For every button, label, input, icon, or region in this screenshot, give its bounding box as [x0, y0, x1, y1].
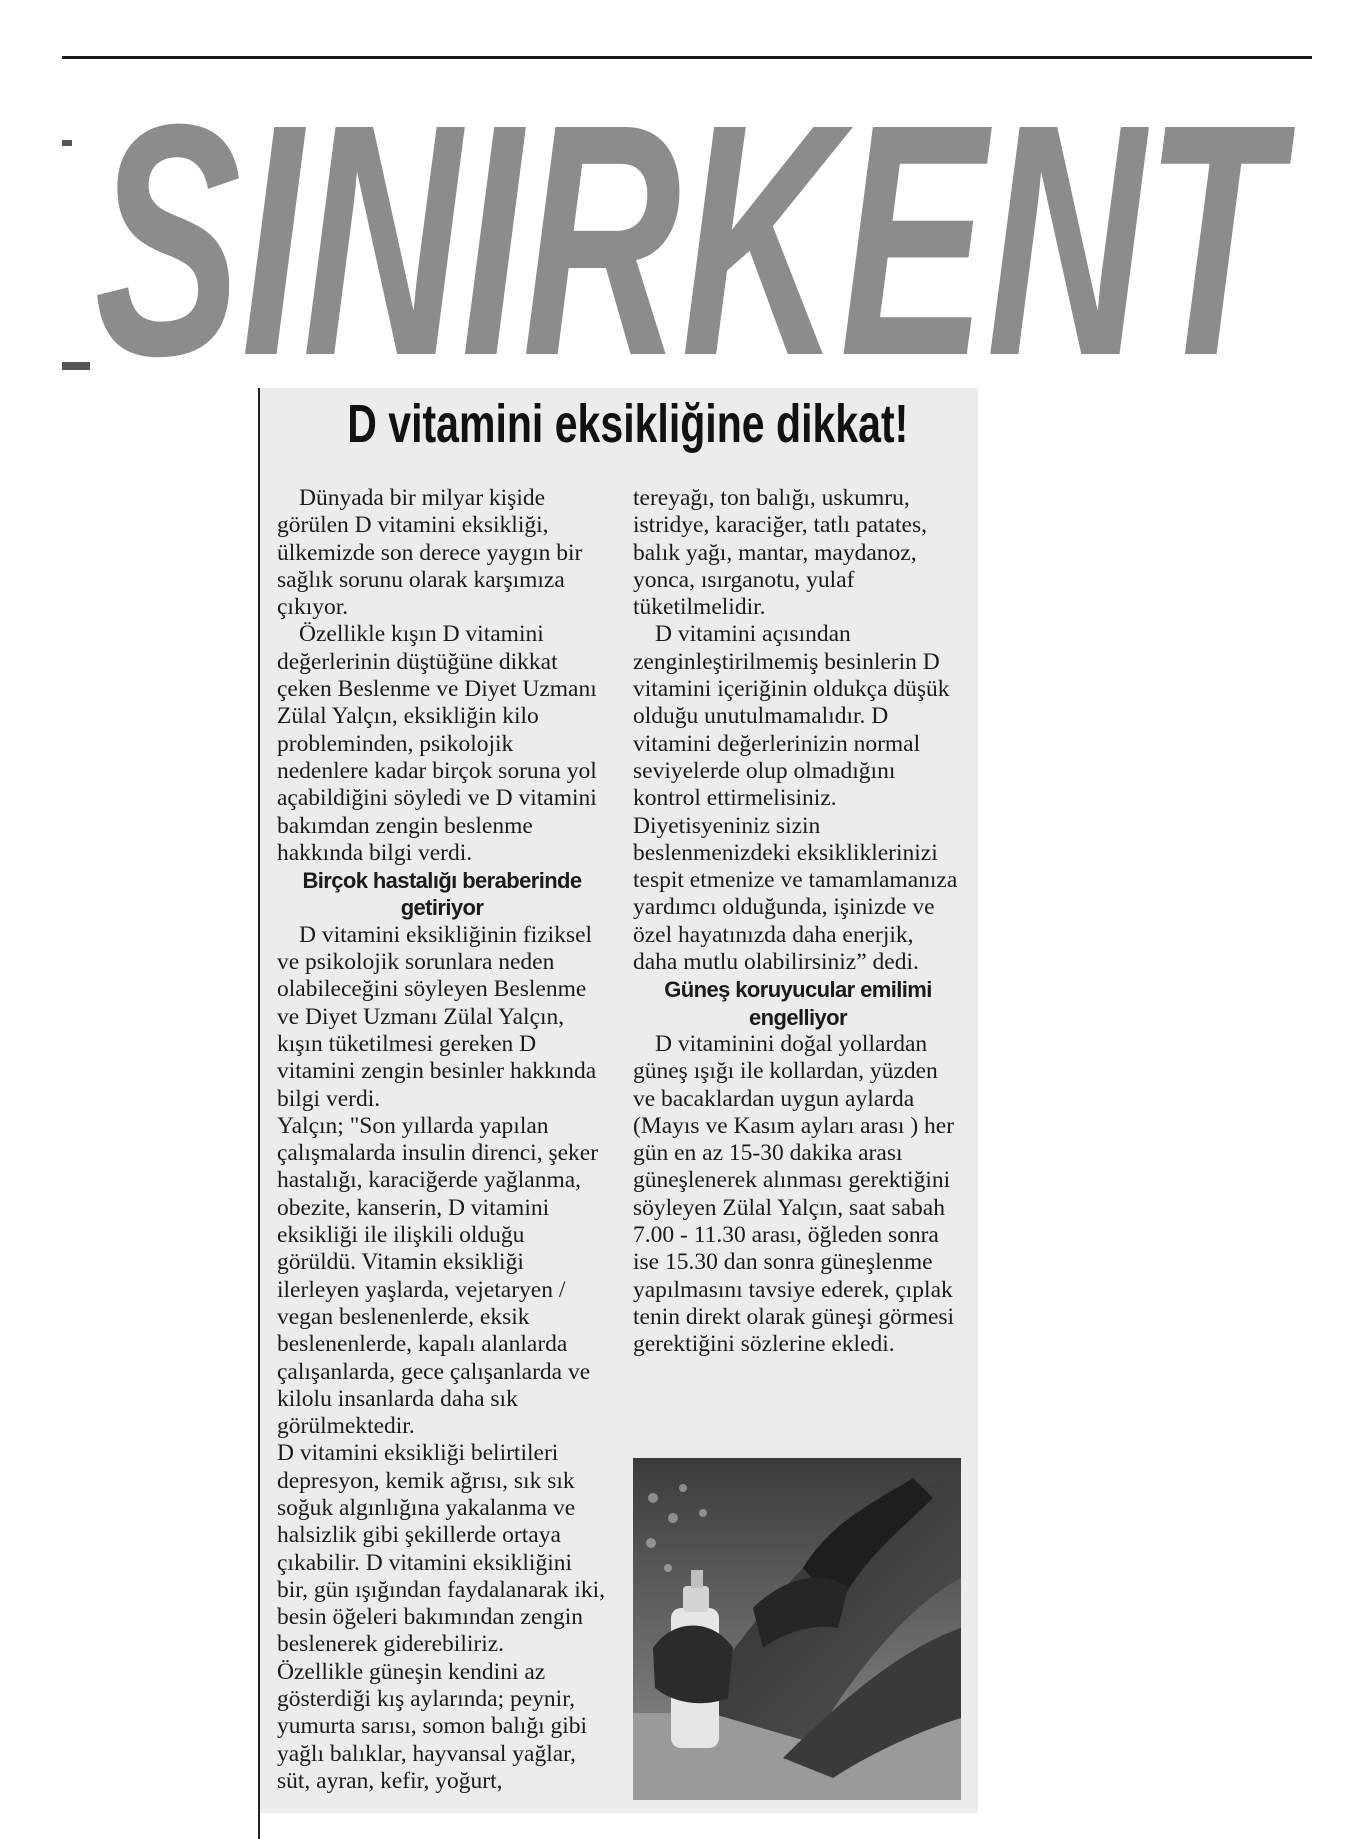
- article-paragraph: Özellikle güneşin kendini az gösterdiği kış aylarında; peynir, yumurta sarısı, somon balığı gibi yağlı balıklar, hayvansal yağlar, süt, ayran, kefir, yoğurt,: [277, 1658, 588, 1794]
- article-paragraph: Yalçın; "Son yıllarda yapılan çalışmalarda insulin direnci, şeker hastalığı, karaciğerde yağlanma, obezite, kanserin, D vitamini eksikliği ile ilişkili olduğu görüldü. Vitamin eksikliği ilerleyen yaşlarda, vejetaryen / vegan beslenenlerde, eksik beslenenlerde, kapalı alanlarda çalışanlarda, gece çalışanlarda ve kilolu insanlarda daha sık görülmektedir.: [277, 1112, 599, 1440]
- masthead-logo: [62, 62, 1312, 372]
- masthead: [62, 62, 1312, 372]
- article-paragraph: tereyağı, ton balığı, uskumru, istridye, karaciğer, tatlı patates, balık yağı, mantar, maydanoz, yonca, ısırganotu, yulaf tüketilmelidir.: [633, 485, 927, 621]
- article-subheading: Güneş koruyucular emilimi engelliyor: [664, 977, 932, 1030]
- article-paragraph: Özellikle kışın D vitamini değerlerinin düştüğüne dikkat çeken Beslenme ve Diyet Uzmanı Zülal Yalçın, eksikliğin kilo probleminden, psikolojik nedenlere kadar birçok soruna yol açabildiğini söyledi ve D vitamini bakımdan zengin beslenme hakkında bilgi verdi.: [277, 621, 597, 866]
- edge-mark: [62, 362, 90, 370]
- edge-mark: [62, 140, 72, 146]
- article-paragraph: D vitamini açısından zenginleştirilmemiş besinlerin D vitamini içeriğinin oldukça düşük olduğu unutulmamalıdır. D vitamini değerlerinizin normal seviyelerde olup olmadığını kontrol ettirmelisiniz. Diyetisyeniniz sizin beslenmenizdeki eksikliklerinizi tespit etmenize ve tamamlamanıza yardımcı olduğunda, işinizde ve özel hayatınızda daha enerjik, daha mutlu olabilirsiniz” dedi.: [633, 621, 958, 976]
- article-paragraph: D vitaminini doğal yollardan güneş ışığı ile kollardan, yüzden ve bacaklardan uygun aylarda (Mayıs ve Kasım ayları arası ) her gün en az 15-30 dakika arası güneşlenerek alınması gerektiğini söyleyen Zülal Yalçın, saat sabah 7.00 - 11.30 arası, öğleden sonra ise 15.30 dan sonra güneşlenme yapılmasını tavsiye ederek, çıplak tenin direkt olarak güneşi görmesi gerektiğini sözlerine ekledi.: [633, 1030, 955, 1358]
- article-paragraph: D vitamini eksikliğinin fiziksel ve psikolojik sorunlara neden olabileceğini söyleyen Beslenme ve Diyet Uzmanı Zülal Yalçın, kışın tüketilmesi gereken D vitamini zengin besinler hakkında bilgi verdi.: [277, 921, 597, 1112]
- article-paragraph: Dünyada bir milyar kişide görülen D vitamini eksikliği, ülkemizde son derece yaygın bir sağlık sorunu olarak karşımıza çıkıyor.: [277, 485, 583, 621]
- article-subheading: Birçok hastalığı beraberinde getiriyor: [302, 868, 582, 921]
- article-paragraph: D vitamini eksikliği belirtileri depresyon, kemik ağrısı, sık sık soğuk algınlığına yakalanma ve halsizlik gibi şekillerde ortaya çıkabilir. D vitamini eksikliğini bir, gün ışığından faydalanarak iki, besin öğeleri bakımından zengin beslenerek giderebiliriz.: [277, 1440, 605, 1658]
- sunscreen-photo: [633, 1458, 961, 1800]
- masthead-title: SINIRKENT: [94, 62, 1297, 372]
- top-rule: [62, 56, 1312, 59]
- article-photo: [633, 1458, 961, 1800]
- clipping-border: [258, 388, 260, 1839]
- article-column-left: [277, 485, 607, 1795]
- article-headline: D vitamini eksikliğine dikkat!: [347, 394, 909, 454]
- article-column-right: [633, 485, 963, 1359]
